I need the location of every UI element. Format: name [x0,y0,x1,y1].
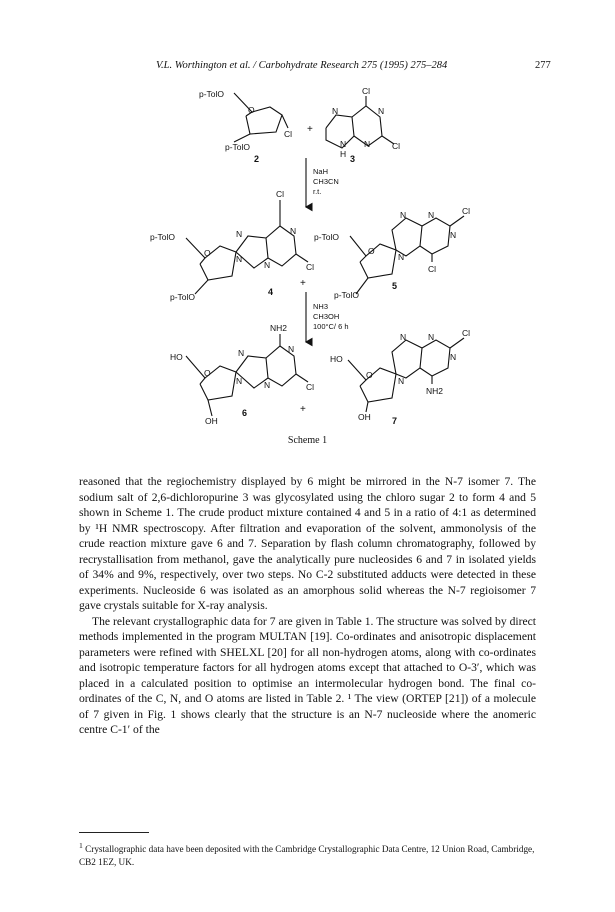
scheme-label: N [264,380,271,390]
scheme-label: H [340,149,347,159]
compound-6-label: 6 [242,408,248,418]
paragraph: reasoned that the regiochemistry displayed by 6 might be mirrored in the N-7 isomer 7. The sodium salt of 2,6-dichloropurine 3 was glycosylated using the chloro sugar 2 to form 4 and 5 shown in Scheme 1. The crude product mixture contained 4 and 5 in a ratio of 4:1 as determined by ¹H NMR spectroscopy. After filtration and evaporation of the solvent, ammonolysis of the crude reaction mixture gave 6 and 7. Separation by flash column chromatography, followed by recrystallisation from methanol, gave the analytically pure nucleosides 6 and 7 in isolated yields of 34% and 9%, respectively, over two steps. No C-2 substituted adducts were detected in these experiments. Nucleoside 6 was isolated as an amorphous solid whereas the N-7 regioisomer 7 gave crystals suitable for X-ray analysis. [79,475,536,612]
scheme-label: N [400,332,407,342]
page-number: 277 [535,60,551,71]
scheme-label: N [290,226,297,236]
scheme-label: O [368,246,375,256]
scheme-label: N [400,210,407,220]
footnote-text: Crystallographic data have been deposited with the Cambridge Crystallographic Data Centre, 12 Union Road, Cambridge, CB2 1EZ, UK. [79,844,535,867]
scheme-label: CH3CN [313,177,339,186]
scheme-label: + [300,404,306,415]
scheme-label: N [288,344,295,354]
footnote-mark: 1 [79,841,83,850]
footnote [79,840,536,868]
scheme-label: Cl [428,264,437,274]
scheme-label: N [450,230,457,240]
scheme-label: 100°C/ 6 h [313,322,349,331]
scheme-label: + [307,124,313,135]
scheme-label: HO [330,354,343,364]
scheme-label: NH2 [270,323,288,333]
body-text [79,474,536,738]
scheme-label: NaH [313,167,329,176]
scheme-label: N [236,376,243,386]
scheme-label: HO [170,352,183,362]
scheme-label: p-TolO [314,232,340,242]
scheme-label: N [236,254,243,264]
scheme-label: r.t. [313,187,322,196]
scheme-label: NH2 [426,386,444,396]
scheme-label: NH3 [313,302,329,311]
compound-5-label: 5 [392,281,398,291]
scheme-label: Cl [462,328,471,338]
scheme-label: N [340,139,347,149]
scheme-label: N [332,106,339,116]
footnote-divider [79,832,149,833]
compound-4-label: 4 [268,287,274,297]
scheme-label: N [450,352,457,362]
compound-2-structure [234,93,288,142]
scheme-label: Cl [276,189,285,199]
journal-citation: V.L. Worthington et al. / Carbohydrate Research 275 (1995) 275–284 [156,60,448,71]
scheme-label: O [366,370,373,380]
scheme-label: O [204,248,211,258]
scheme-label: CH3OH [313,312,340,321]
scheme-label: N [398,376,405,386]
scheme-label: p-TolO [150,232,176,242]
scheme-label: N [238,348,245,358]
scheme-label: + [300,278,306,289]
scheme-caption: Scheme 1 [287,435,328,446]
scheme-label: p-TolO [199,89,225,99]
compound-4-structure [186,200,308,294]
compound-7-label: 7 [392,416,398,426]
scheme-label: Cl [306,382,315,392]
scheme-label: N [428,332,435,342]
reaction-scheme [0,0,615,440]
scheme-label: O [248,105,255,115]
scheme-label: Cl [306,262,315,272]
scheme-label: N [428,210,435,220]
scheme-label: p-TolO [170,292,196,302]
scheme-label: Cl [392,141,401,151]
paragraph: The relevant crystallographic data for 7 are given in Table 1. The structure was solved by direct methods implemented in the program MULTAN [19]. Co-ordinates and anisotropic displacement parameters were refined with SHELXL [20] for all non-hydrogen atoms, along with co-ordinates and isotropic temperature factors for all hydrogen atoms except that attached to O-3′, which was placed in a calculated position to optimise an intermolecular hydrogen bond. The final co-ordinates of the C, N, and O atoms are listed in Table 2. ¹ The view (ORTEP [21]) of a molecule of 7 given in Fig. 1 shows clearly that the structure is an N-7 nucleoside where the anomeric centre C-1′ of the [79,614,536,736]
compound-2-label: 2 [254,154,260,164]
scheme-label: O [204,368,211,378]
scheme-label: p-TolO [225,142,251,152]
scheme-label: Cl [284,129,293,139]
compound-3-label: 3 [350,154,356,164]
compound-3-structure [326,96,394,148]
scheme-label: OH [205,416,218,426]
scheme-label: Cl [462,206,471,216]
scheme-label: N [236,229,243,239]
scheme-label: N [264,260,271,270]
scheme-label: OH [358,412,371,422]
scheme-label: p-TolO [334,290,360,300]
scheme-label: Cl [362,86,371,96]
scheme-label: N [378,106,385,116]
scheme-label: N [398,252,405,262]
scheme-label: N [364,139,371,149]
